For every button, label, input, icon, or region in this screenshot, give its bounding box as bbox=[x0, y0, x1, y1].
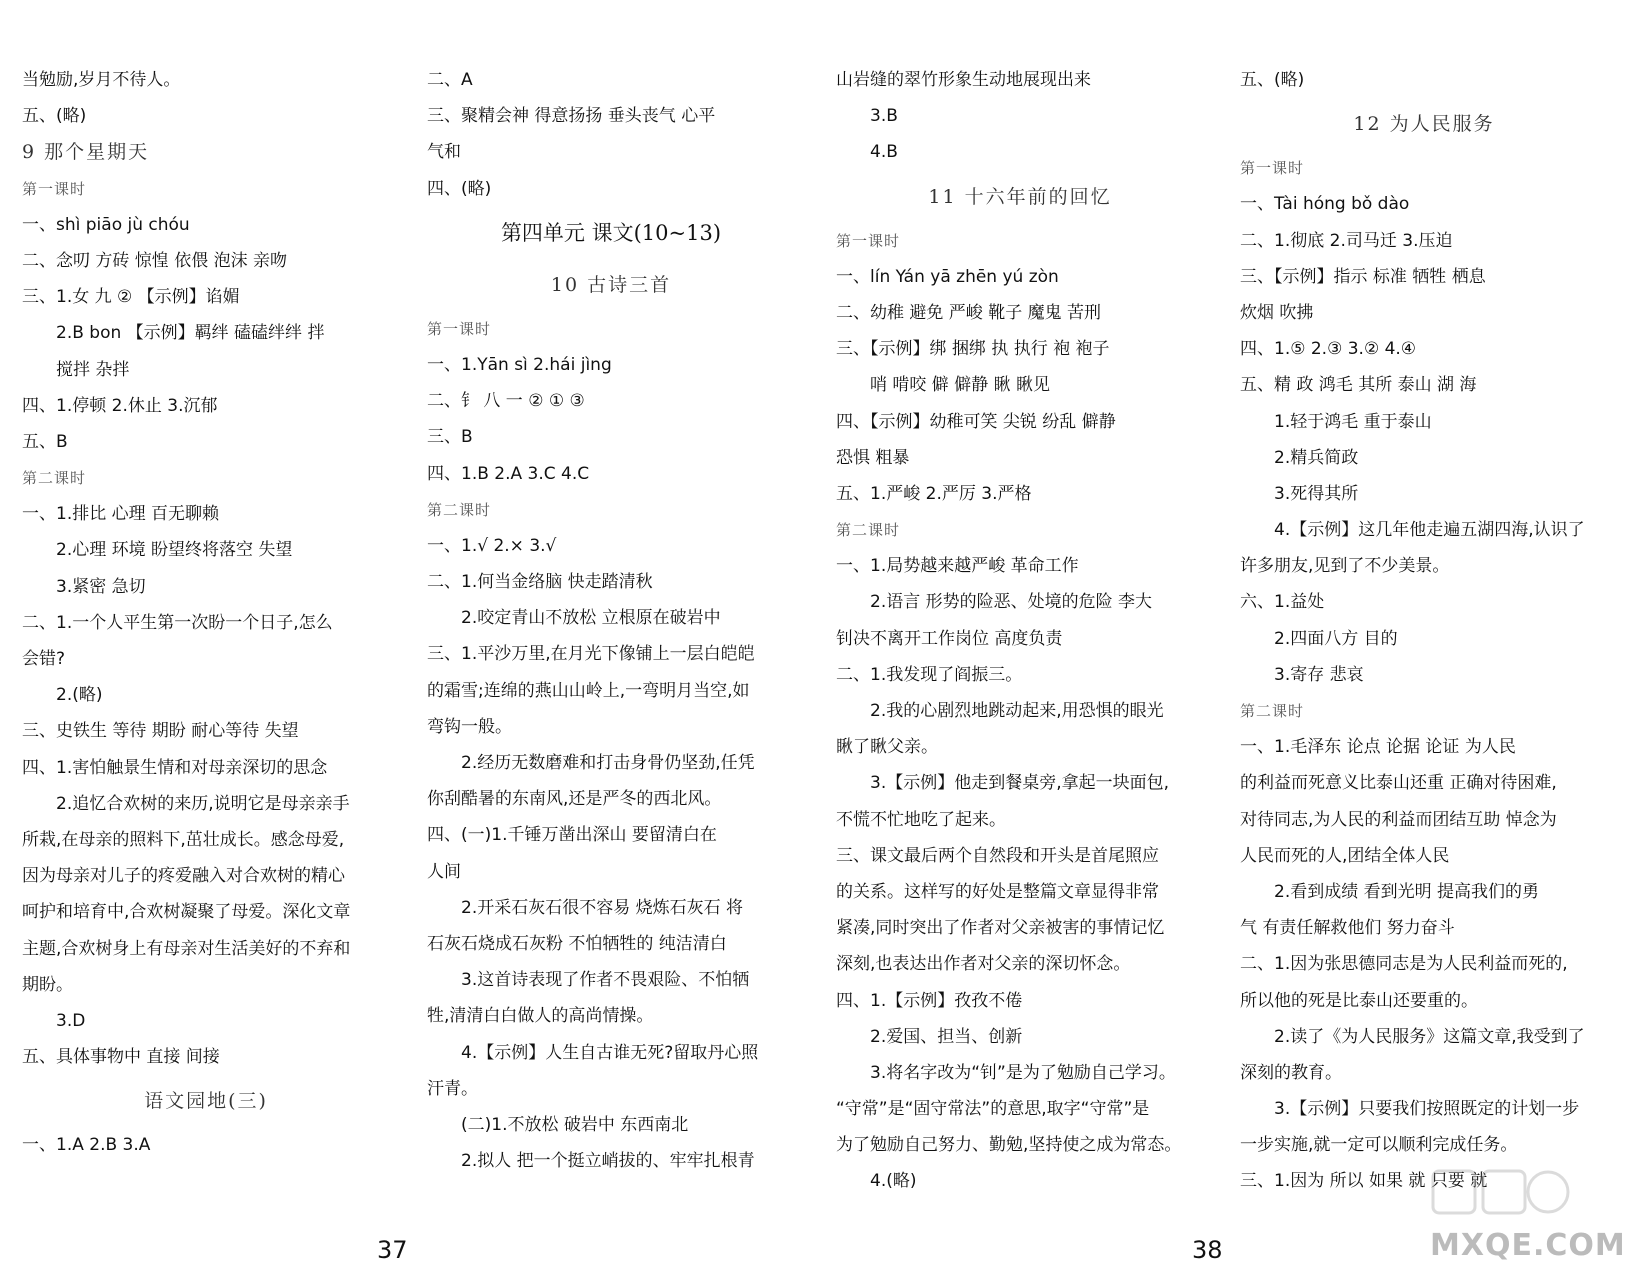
answer-line: 的霜雪;连绵的燕山山岭上,一弯明月当空,如 bbox=[427, 680, 750, 701]
answer-line: 2.语言 形势的险恶、处境的危险 李大 bbox=[870, 592, 1153, 613]
answer-line: 4.(略) bbox=[870, 1171, 917, 1192]
answer-line: 深刻,也表达出作者对父亲的深切怀念。 bbox=[836, 954, 1131, 975]
answer-line: 二、1.一个人平生第一次盼一个日子,怎么 bbox=[22, 612, 333, 633]
lesson-title: 语文园地(三) bbox=[144, 1090, 268, 1113]
answer-line: 许多朋友,见到了不少美景。 bbox=[1240, 556, 1450, 577]
answer-line: 2.我的心剧烈地跳动起来,用恐惧的眼光 bbox=[870, 701, 1164, 721]
answer-line: 4.【示例】这几年他走遍五湖四海,认识了 bbox=[1274, 520, 1585, 541]
answer-line: 一步实施,就一定可以顺利完成任务。 bbox=[1240, 1135, 1518, 1156]
lesson-title: 9 那个星期天 bbox=[22, 141, 150, 164]
column-1 bbox=[22, 62, 390, 1163]
answer-line: 弯钩一般。 bbox=[427, 716, 512, 737]
answer-line: 一、lín Yán yā zhēn yú zòn bbox=[836, 266, 1059, 287]
answer-line: 一、1.局势越来越严峻 革命工作 bbox=[836, 556, 1079, 577]
answer-line: 的利益而死意义比泰山还重 正确对待困难, bbox=[1240, 773, 1557, 794]
lesson-title: 12 为人民服务 bbox=[1353, 113, 1495, 136]
answer-line: 3.B bbox=[870, 106, 898, 127]
period-heading: 第一课时 bbox=[22, 179, 87, 198]
answer-line: 2.经历无数磨难和打击身骨仍坚劲,任凭 bbox=[461, 753, 755, 773]
column-3 bbox=[836, 62, 1204, 1200]
period-heading: 第二课时 bbox=[427, 500, 492, 519]
answer-line: 五、(略) bbox=[1240, 70, 1305, 90]
answer-line: 四、1.停顿 2.休止 3.沉郁 bbox=[22, 395, 218, 416]
answer-line: 3.这首诗表现了作者不畏艰险、不怕牺 bbox=[461, 970, 750, 991]
answer-line: 一、1.A 2.B 3.A bbox=[22, 1135, 151, 1156]
answer-line: 一、1.毛泽东 论点 论据 论证 为人民 bbox=[1240, 737, 1516, 758]
answer-line: 四、1.⑤ 2.③ 3.② 4.④ bbox=[1240, 339, 1417, 360]
answer-line: 紧凑,同时突出了作者对父亲被害的事情记忆 bbox=[836, 918, 1165, 939]
answer-line: 一、Tài hóng bǒ dào bbox=[1240, 194, 1410, 215]
answer-line: 汗青。 bbox=[427, 1078, 478, 1099]
answer-line: 四、(略) bbox=[427, 178, 492, 199]
unit-title: 第四单元 课文(10~13) bbox=[500, 220, 722, 245]
answer-line: “守常”是“固守常法”的意思,取字“守常”是 bbox=[836, 1099, 1150, 1120]
answer-line: 牲,清清白白做人的高尚情操。 bbox=[427, 1006, 654, 1027]
answer-line: 2.爱国、担当、创新 bbox=[870, 1026, 1023, 1047]
answer-line: 二、幼稚 避免 严峻 靴子 魔鬼 苦刑 bbox=[836, 302, 1102, 323]
answer-line: 3.【示例】他走到餐桌旁,拿起一块面包, bbox=[870, 773, 1170, 794]
answer-line: 人民而死的人,团结全体人民 bbox=[1240, 845, 1450, 866]
answer-line: 炊烟 吹拂 bbox=[1240, 302, 1314, 323]
answer-line: 恐惧 粗暴 bbox=[836, 447, 910, 468]
answer-line: 三、【示例】指示 标准 牺牲 栖息 bbox=[1240, 266, 1486, 287]
answer-line: 所以他的死是比泰山还要重的。 bbox=[1240, 990, 1478, 1011]
answer-line: 2.精兵简政 bbox=[1274, 447, 1359, 468]
answer-line: 4.B bbox=[870, 142, 898, 163]
answer-line: 对待同志,为人民的利益而团结互助 悼念为 bbox=[1240, 809, 1557, 830]
answer-line: 钊决不离开工作岗位 高度负责 bbox=[836, 628, 1063, 649]
answer-line: 三、聚精会神 得意扬扬 垂头丧气 心平 bbox=[427, 106, 716, 127]
answer-line: 3.【示例】只要我们按照既定的计划一步 bbox=[1274, 1099, 1580, 1120]
answer-line: 2.咬定青山不放松 立根原在破岩中 bbox=[461, 608, 721, 629]
answer-line: 2.心理 环境 盼望终将落空 失望 bbox=[56, 540, 293, 561]
period-heading: 第一课时 bbox=[427, 319, 492, 338]
answer-line: 五、精 政 鸿毛 其所 泰山 湖 海 bbox=[1240, 375, 1477, 396]
period-heading: 第一课时 bbox=[836, 231, 901, 250]
answer-line: 为了勉励自己努力、勤勉,坚持使之成为常态。 bbox=[836, 1135, 1182, 1156]
answer-line: 三、1.女 九 ② 【示例】谄媚 bbox=[22, 287, 240, 308]
answer-line: 石灰石烧成石灰粉 不怕牺牲的 纯洁清白 bbox=[427, 933, 727, 954]
answer-line: 一、1.排比 心理 百无聊赖 bbox=[22, 504, 220, 525]
answer-line: 1.轻于鸿毛 重于泰山 bbox=[1274, 411, 1432, 432]
answer-line: 深刻的教育。 bbox=[1240, 1062, 1342, 1083]
answer-line: 二、1.何当金络脑 快走踏清秋 bbox=[427, 572, 653, 593]
answer-line: 2.看到成绩 看到光明 提高我们的勇 bbox=[1274, 881, 1540, 902]
answer-line: 4.【示例】人生自古谁无死?留取丹心照 bbox=[461, 1042, 759, 1063]
answer-line: 一、1.Yān sì 2.hái jìng bbox=[427, 354, 612, 375]
answer-line: 2.读了《为人民服务》这篇文章,我受到了 bbox=[1274, 1026, 1585, 1047]
answer-line: 五、B bbox=[22, 431, 68, 452]
answer-line: 五、具体事物中 直接 间接 bbox=[22, 1047, 220, 1068]
answer-line: 六、1.益处 bbox=[1240, 592, 1325, 613]
answer-line: 三、课文最后两个自然段和开头是首尾照应 bbox=[836, 845, 1159, 866]
answer-line: 山岩缝的翠竹形象生动地展现出来 bbox=[836, 70, 1091, 90]
lesson-title: 10 古诗三首 bbox=[550, 273, 672, 296]
answer-line: 瞅了瞅父亲。 bbox=[836, 737, 938, 758]
answer-line: 会错? bbox=[22, 649, 66, 669]
answer-line: 四、1.害怕触景生情和对母亲深切的思念 bbox=[22, 757, 328, 778]
period-heading: 第二课时 bbox=[22, 469, 87, 488]
answer-line: (二)1.不放松 破岩中 东西南北 bbox=[461, 1114, 689, 1135]
period-heading: 第一课时 bbox=[1240, 159, 1305, 178]
answer-line: 3.死得其所 bbox=[1274, 483, 1359, 504]
answer-line: 一、1.√ 2.× 3.√ bbox=[427, 535, 557, 556]
answer-line: 主题,合欢树身上有母亲对生活美好的不弃和 bbox=[22, 938, 351, 959]
answer-line: 气 有责任解救他们 努力奋斗 bbox=[1240, 918, 1455, 939]
answer-line: 期盼。 bbox=[22, 974, 73, 995]
answer-line: 呵护和培育中,合欢树凝聚了母爱。深化文章 bbox=[22, 902, 351, 923]
answer-line: 二、钅 八 一 ② ① ③ bbox=[427, 391, 585, 412]
answer-line: 2.追忆合欢树的来历,说明它是母亲亲手 bbox=[56, 793, 350, 814]
answer-line: 2.(略) bbox=[56, 685, 103, 706]
answer-line: 气和 bbox=[427, 142, 461, 163]
answer-line: 3.D bbox=[56, 1010, 86, 1031]
lesson-title: 11 十六年前的回忆 bbox=[928, 185, 1112, 208]
answer-line: 2.开采石灰石很不容易 烧炼石灰石 将 bbox=[461, 897, 744, 918]
answer-line: 人间 bbox=[427, 861, 461, 882]
answer-line: 三、1.平沙万里,在月光下像铺上一层白皑皑 bbox=[427, 644, 755, 665]
answer-line: 二、念叨 方砖 惊惶 依偎 泡沫 亲吻 bbox=[22, 250, 288, 271]
answer-line: 因为母亲对儿子的疼爱融入对合欢树的精心 bbox=[22, 866, 345, 887]
period-heading: 第二课时 bbox=[836, 521, 901, 540]
answer-line: 2.拟人 把一个挺立峭拔的、牢牢扎根青 bbox=[461, 1151, 755, 1172]
answer-line: 三、【示例】绑 捆绑 执 执行 袍 袍子 bbox=[836, 339, 1110, 360]
answer-line: 二、1.因为张思德同志是为人民利益而死的, bbox=[1240, 954, 1568, 975]
answer-line: 2.B bon 【示例】羁绊 磕磕绊绊 拌 bbox=[56, 323, 325, 344]
answer-line: 三、史铁生 等待 期盼 耐心等待 失望 bbox=[22, 721, 299, 742]
period-heading: 第二课时 bbox=[1240, 702, 1305, 720]
answer-line: 3.寄存 悲哀 bbox=[1274, 664, 1364, 685]
answer-line: 不慌不忙地吃了起来。 bbox=[836, 809, 1006, 830]
answer-line: 搅拌 杂拌 bbox=[56, 359, 130, 380]
answer-line: 一、shì piāo jù chóu bbox=[22, 214, 190, 235]
answer-line: 二、1.彻底 2.司马迁 3.压迫 bbox=[1240, 230, 1453, 251]
answer-line: 三、1.因为 所以 如果 就 只要 就 bbox=[1240, 1171, 1488, 1192]
answer-line: 四、1.B 2.A 3.C 4.C bbox=[427, 463, 590, 484]
answer-line: 二、A bbox=[427, 70, 473, 90]
page-number-left: 37 bbox=[377, 1236, 408, 1264]
answer-line: 你刮酷暑的东南风,还是严冬的西北风。 bbox=[427, 789, 722, 810]
column-2 bbox=[427, 62, 795, 1179]
page-number-right: 38 bbox=[1192, 1236, 1223, 1264]
answer-line: 2.四面八方 目的 bbox=[1274, 628, 1398, 649]
answer-line: 3.将名字改为“钊”是为了勉励自己学习。 bbox=[870, 1062, 1176, 1083]
watermark-text: MXQE.COM bbox=[1430, 1228, 1626, 1263]
answer-line: 当勉励,岁月不待人。 bbox=[22, 70, 181, 90]
answer-line: 的关系。这样写的好处是整篇文章显得非常 bbox=[836, 881, 1159, 902]
answer-line: 所栽,在母亲的照料下,茁壮成长。感念母爱, bbox=[22, 829, 345, 850]
answer-line: 3.紧密 急切 bbox=[56, 576, 146, 597]
answer-line: 五、1.严峻 2.严厉 3.严格 bbox=[836, 483, 1032, 504]
answer-line: 四、(一)1.千锤万凿出深山 要留清白在 bbox=[427, 825, 717, 846]
answer-line: 五、(略) bbox=[22, 106, 87, 127]
answer-line: 哨 啃咬 僻 僻静 瞅 瞅见 bbox=[870, 375, 1051, 396]
answer-line: 二、1.我发现了阎振三。 bbox=[836, 664, 1023, 685]
answer-line: 四、【示例】幼稚可笑 尖锐 纷乱 僻静 bbox=[836, 411, 1116, 432]
answer-line: 四、1.【示例】孜孜不倦 bbox=[836, 990, 1023, 1011]
column-4 bbox=[1240, 62, 1608, 1200]
answer-line: 三、B bbox=[427, 427, 473, 448]
